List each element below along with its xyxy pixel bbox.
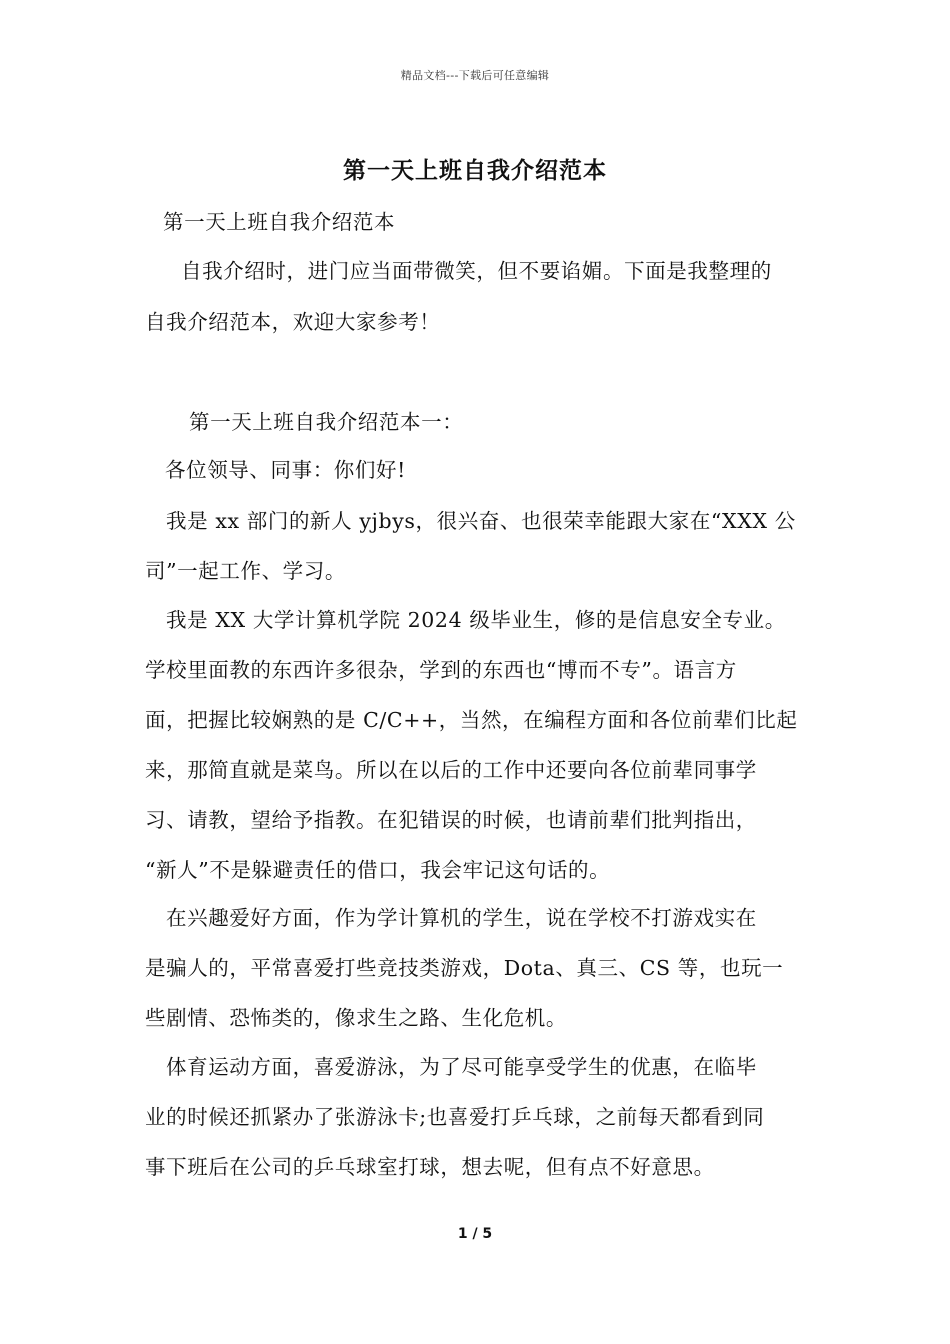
paragraph-line: 在兴趣爱好方面，作为学计算机的学生，说在学校不打游戏实在 — [166, 906, 757, 930]
paragraph-line: 自我介绍范本，欢迎大家参考！ — [145, 310, 441, 334]
paragraph-line: 是骗人的，平常喜爱打些竞技类游戏，Dota、真三、CS 等，也玩一 — [145, 956, 784, 980]
paragraph-line: 我是 xx 部门的新人 yjbys，很兴奋、也很荣幸能跟大家在“XXX 公 — [166, 509, 796, 533]
document-title: 第一天上班自我介绍范本 — [343, 157, 607, 184]
paragraph-line: 习、请教，望给予指教。在犯错误的时候，也请前辈们批判指出， — [145, 808, 757, 832]
paragraph-line: 自我介绍时，进门应当面带微笑，但不要谄媚。下面是我整理的 — [181, 259, 772, 283]
paragraph-line: 事下班后在公司的乒乓球室打球，想去呢，但有点不好意思。 — [145, 1155, 715, 1179]
paragraph-line: 司”一起工作、学习。 — [145, 559, 346, 583]
page-number: 1 / 5 — [457, 1226, 493, 1242]
paragraph-line: 面，把握比较娴熟的是 C/C++，当然，在编程方面和各位前辈们比起 — [145, 708, 798, 732]
paragraph-line: 体育运动方面，喜爱游泳，为了尽可能享受学生的优惠，在临毕 — [166, 1055, 757, 1079]
page-header-note: 精品文档---下载后可任意编辑 — [400, 69, 550, 82]
paragraph-line: 些剧情、恐怖类的，像求生之路、生化危机。 — [145, 1006, 567, 1030]
paragraph-line: 我是 XX 大学计算机学院 2024 级毕业生，修的是信息安全专业。 — [166, 608, 786, 632]
paragraph-line: 学校里面教的东西许多很杂，学到的东西也“博而不专”。语言方 — [145, 658, 737, 682]
section-heading-line: 第一天上班自我介绍范本一： — [189, 410, 464, 434]
paragraph-line: 各位领导、同事：你们好! — [165, 458, 406, 482]
paragraph-line: “新人”不是躲避责任的借口，我会牢记这句话的。 — [145, 858, 611, 882]
paragraph-line: 来，那简直就是菜鸟。所以在以后的工作中还要向各位前辈同事学 — [145, 758, 757, 782]
paragraph-line: 业的时候还抓紧办了张游泳卡;也喜爱打乒乓球，之前每天都看到同 — [145, 1105, 765, 1129]
subtitle-line: 第一天上班自我介绍范本 — [163, 210, 396, 234]
